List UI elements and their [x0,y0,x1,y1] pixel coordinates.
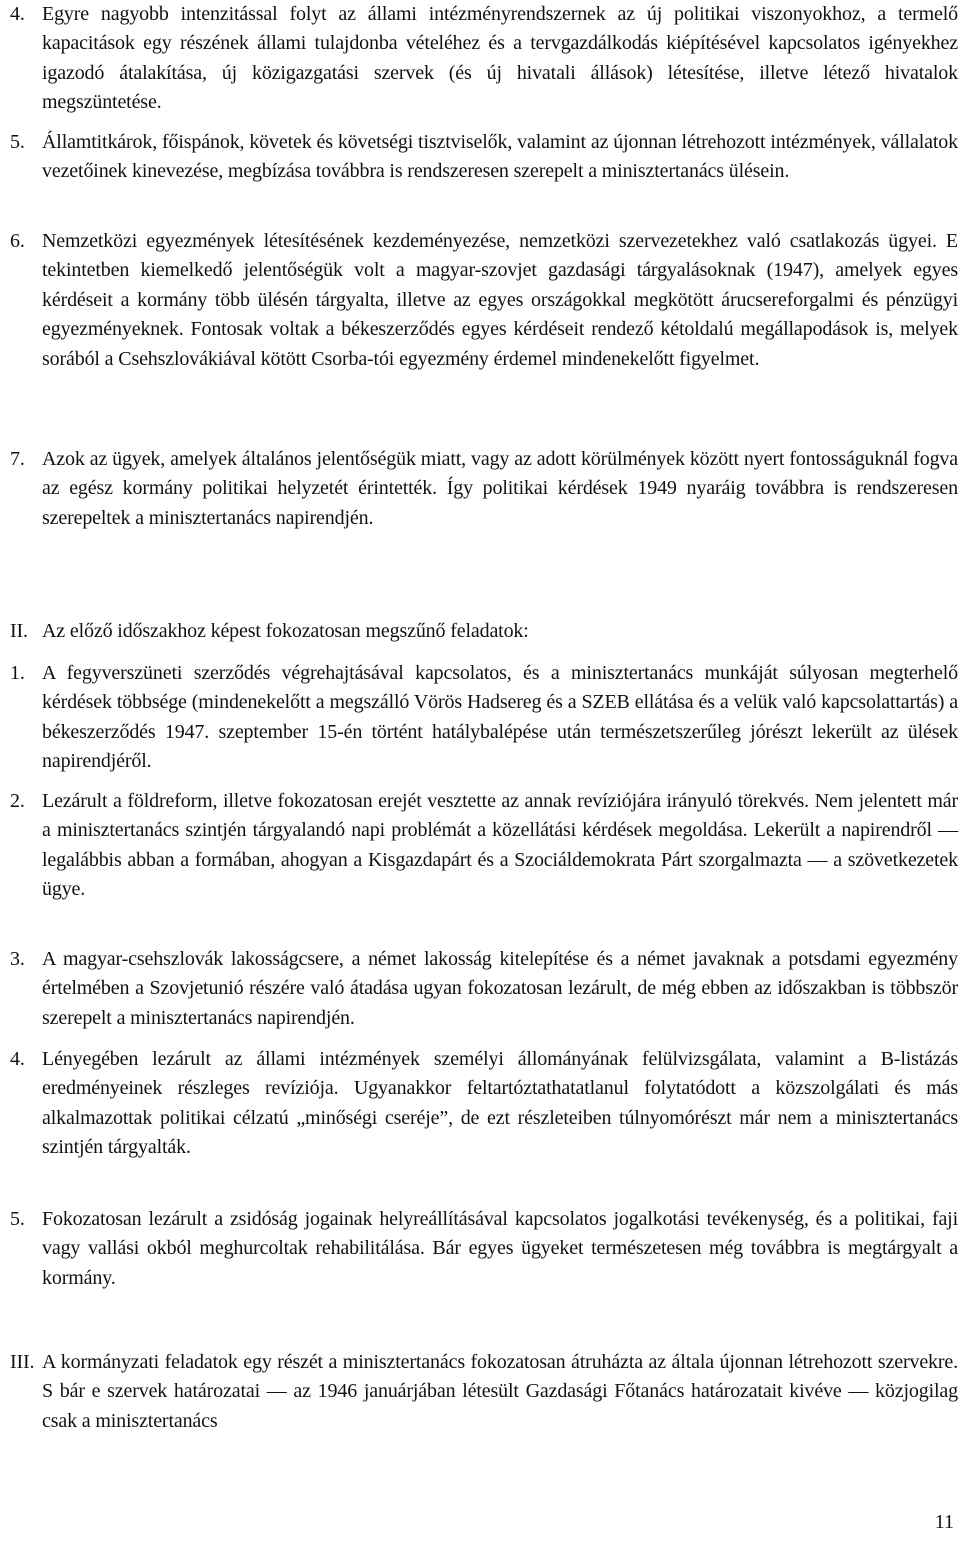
section-heading [10,617,958,646]
item-number: 4. [10,3,25,25]
section-title: Az előző időszakhoz képest fokozatosan megszűnő feladatok: [42,620,529,642]
list-item [10,659,958,777]
item-text: Lényegében lezárult az állami intézmények személyi állományának felülvizsgálata, valamint a B-listázás eredményeinek részleges revíziója. Ugyanakkor feltartóztathatatlanul folytatódott a közszolgálati és más alkalmazottak politikai célzatú „minőségi cseréje”, de ezt részleteiben túlnyomórészt már nem a minisztertanács szintjén tárgyalták. [42,1048,958,1159]
item-number: 3. [10,948,25,970]
item-number: 6. [10,230,25,252]
section-paragraph [10,1348,958,1436]
item-text: Fokozatosan lezárult a zsidóság jogainak helyreállításával kapcsolatos jogalkotási tevékenység, és a politikai, faji vagy vallási okból meghurcoltak rehabilitálása. Bár egyes ügyeket természetesen még továbbra is megtárgyalt a kormány. [42,1208,958,1289]
page-number: 11 [934,1511,954,1533]
item-text: A fegyverszüneti szerződés végrehajtásával kapcsolatos, és a minisztertanács munkáját súlyosan megterhelő kérdések többsége (mindenekelőtt a megszálló Vörös Hadsereg és a SZEB ellátása és a velük való kapcsolattartás) a békeszerződés 1947. szeptember 15-én történt hatálybalépése után természetszerűleg jórészt lekerült az ülések napirendjéről. [42,662,958,773]
item-text: Államtitkárok, főispánok, követek és követségi tisztviselők, valamint az újonnan létrehozott intézmények, vállalatok vezetőinek kinevezése, megbízása továbbra is rendszeresen szerepelt a minisztertanács ülésein. [42,131,958,183]
section-text: A kormányzati feladatok egy részét a minisztertanács fokozatosan átruházta az általa újonnan létrehozott szervekre. S bár e szervek határozatai — az 1946 januárjában létesült Gazdasági Főtanács határozatait kivéve — közjogilag csak a minisztertanács [42,1351,958,1432]
item-text: Nemzetközi egyezmények létesítésének kezdeményezése, nemzetközi szervezetekhez való csatlakozás ügyei. E tekintetben kiemelkedő jelentőségük volt a magyar-szovjet gazdasági tárgyalásoknak (1947), amelyek egyes kérdéseit a kormány több ülésén tárgyalta, illetve az egyes országokkal megkötött árucsereforgalmi és pénzügyi egyezményeknek. Fontosak voltak a békeszerződés egyes kérdéseit rendező kétoldalú megállapodások is, melyek sorából a Csehszlovákiával kötött Csorba-tói egyezmény érdemel mindenekelőtt figyelmet. [42,230,958,370]
list-item [10,1045,958,1163]
item-number: 2. [10,790,25,812]
list-item [10,445,958,533]
list-item [10,945,958,1033]
section-number: III. [10,1351,35,1373]
item-number: 5. [10,131,25,153]
section-number: II. [10,620,28,642]
item-text: Azok az ügyek, amelyek általános jelentőségük miatt, vagy az adott körülmények között nyert fontosságuknál fogva az egész kormány politikai helyzetét érintették. Így politikai kérdések 1949 nyaráig továbbra is rendszeresen szerepeltek a minisztertanács napirendjén. [42,448,958,529]
item-number: 5. [10,1208,25,1230]
item-number: 4. [10,1048,25,1070]
list-item [10,128,958,187]
item-number: 7. [10,448,25,470]
list-item [10,1205,958,1293]
item-text: Lezárult a földreform, illetve fokozatosan erejét vesztette az annak revíziójára irányuló törekvés. Nem jelentett már a minisztertanács szintjén tárgyalandó napi problémát a közellátási kérdések megoldása. Lekerült a napirendről — legalábbis abban a formában, ahogyan a Kisgazdapárt és a Szociáldemokrata Párt szorgalmazta — a szövetkezetek ügye. [42,790,958,901]
item-text: Egyre nagyobb intenzitással folyt az állami intézményrendszernek az új politikai viszonyokhoz, a termelő kapacitások egy részének állami tulajdonba vételéhez és a tervgazdálkodás kiépítésével kapcsolatos igényekhez igazodó átalakítása, új közigazgatási szervek (és új hivatali állások) létesítése, illetve létező hivatalok megszüntetése. [42,3,958,114]
item-text: A magyar-csehszlovák lakosságcsere, a német lakosság kitelepítése és a német javaknak a potsdami egyezmény értelmében a Szovjetunió részére való átadása ugyan fokozatosan lezárult, de még ebben az időszakban is többször szerepelt a minisztertanács napirendjén. [42,948,958,1029]
list-item [10,0,958,118]
item-number: 1. [10,662,25,684]
list-item [10,787,958,905]
list-item [10,227,958,374]
